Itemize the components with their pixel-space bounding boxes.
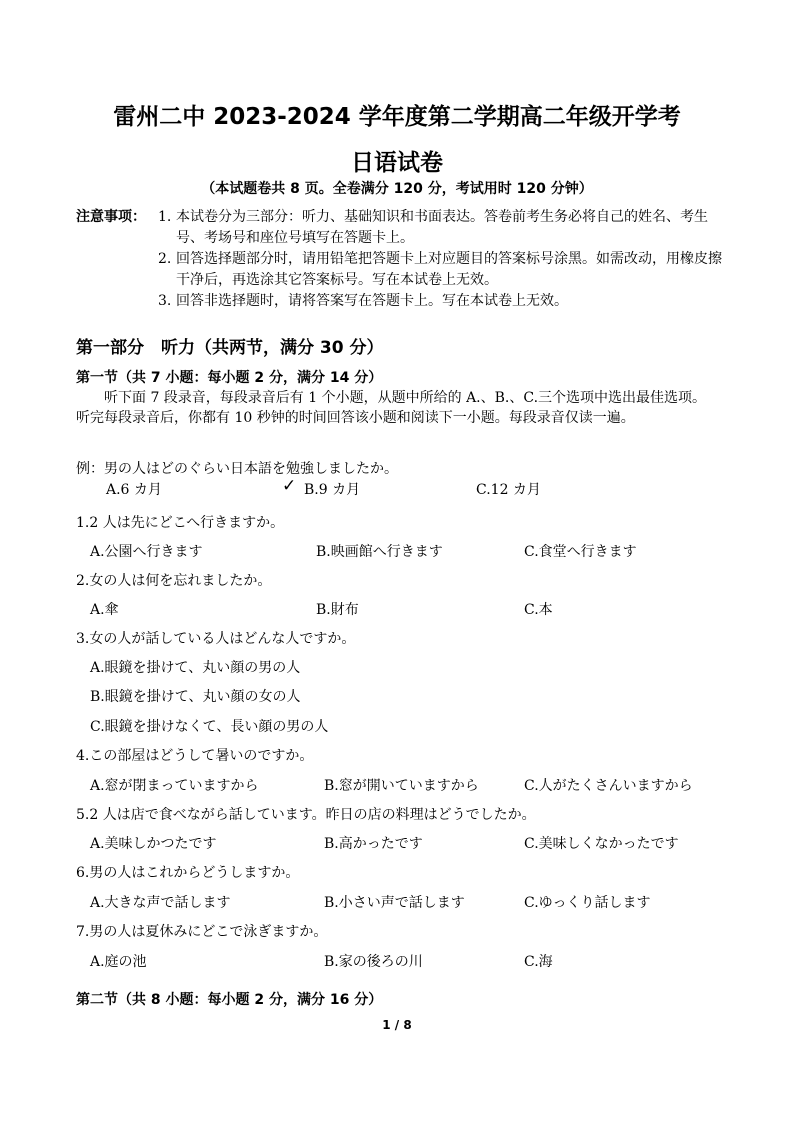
notice-item xyxy=(158,249,728,291)
q1-option-b: B.映画館へ行きます xyxy=(316,544,443,560)
q4-option-a: A.窓が閉まっていますから xyxy=(90,778,259,794)
q5-option-a: A.美味しかつたです xyxy=(90,836,217,852)
q7-option-c: C.海 xyxy=(524,954,553,970)
notice-item xyxy=(158,207,728,249)
question-2: 2.女の人は何を忘れましたか。 xyxy=(76,573,272,589)
section1-instructions: 听下面 7 段录音，每段录音后有 1 个小题，从题中所给的 A.、B.、C.三个选项中选出最佳选项。听完每段录音后，你都有 10 秒钟的时间回答该小题和阅读下一小题。每段录音仅读一遍。 xyxy=(76,390,707,426)
notice-item-text: 回答选择题部分时，请用铅笔把答题卡上对应题目的答案标号涂黑。如需改动，用橡皮擦干净后，再选涂其它答案标号。写在本试卷上无效。 xyxy=(176,251,722,288)
q7-option-b: B.家の後ろの川 xyxy=(324,954,423,970)
question-7: 7.男の人は夏休みにどこで泳ぎますか。 xyxy=(76,924,328,940)
notice-item-number: 2. xyxy=(158,251,172,267)
q1-option-c: C.食堂へ行きます xyxy=(524,544,637,560)
q7-option-a: A.庭の池 xyxy=(90,954,147,970)
q6-option-c: C.ゆっくり話します xyxy=(524,895,651,911)
q5-option-b: B.高かったです xyxy=(324,836,423,852)
q6-option-b: B.小さい声で話します xyxy=(324,895,465,911)
page-number: 1 / 8 xyxy=(382,1018,412,1032)
notice-item-number: 1. xyxy=(158,209,172,225)
question-3: 3.女の人が話している人はどんな人ですか。 xyxy=(76,631,356,647)
q4-option-b: B.窓が開いていますから xyxy=(324,778,479,794)
exam-title: 雷州二中 2023-2024 学年度第二学期高二年级开学考 xyxy=(113,104,681,130)
question-4: 4.この部屋はどうして暑いのですか。 xyxy=(76,748,314,764)
exam-subject: 日语试卷 xyxy=(351,150,443,176)
notice-item-text: 本试卷分为三部分：听力、基础知识和书面表达。答卷前考生务必将自己的姓名、考生号、考场号和座位号填写在答题卡上。 xyxy=(176,209,708,246)
q3-option-a: A.眼鏡を掛けて、丸い顔の男の人 xyxy=(90,660,301,676)
notice-item xyxy=(158,291,728,312)
question-5: 5.2 人は店で食べながら話しています。昨日の店の料理はどうでしたか。 xyxy=(76,807,536,823)
example-option-b: B.9 カ月 xyxy=(304,482,361,498)
notice-list xyxy=(158,207,728,312)
q1-option-a: A.公園へ行きます xyxy=(90,544,203,560)
question-1: 1.2 人は先にどこへ行きますか。 xyxy=(76,515,285,531)
notice-label: 注意事项： xyxy=(76,209,146,225)
notice-item-number: 3. xyxy=(158,293,172,309)
q6-option-a: A.大きな声で話します xyxy=(90,895,231,911)
check-mark-icon: ✓ xyxy=(282,476,297,496)
q2-option-c: C.本 xyxy=(524,602,553,618)
notice-item-text: 回答非选择题时，请将答案写在答题卡上。写在本试卷上无效。 xyxy=(176,293,568,309)
example-option-c: C.12 カ月 xyxy=(476,482,541,498)
part1-heading: 第一部分 听力（共两节，满分 30 分） xyxy=(76,338,384,358)
q2-option-b: B.財布 xyxy=(316,602,359,618)
exam-subtitle: （本试题卷共 8 页。全卷满分 120 分，考试用时 120 分钟） xyxy=(201,181,593,197)
section2-heading: 第二节（共 8 小题：每小题 2 分，满分 16 分） xyxy=(76,992,383,1008)
q2-option-a: A.傘 xyxy=(90,602,119,618)
question-6: 6.男の人はこれからどうしますか。 xyxy=(76,865,300,881)
q3-option-c: C.眼鏡を掛けなくて、長い顔の男の人 xyxy=(90,719,329,735)
q5-option-c: C.美味しくなかったです xyxy=(524,836,679,852)
section1-heading: 第一节（共 7 小题：每小题 2 分，满分 14 分） xyxy=(76,370,383,386)
example-option-a: A.6 カ月 xyxy=(106,482,162,498)
example-question: 例：男の人はどのぐらい日本語を勉強しましたか。 xyxy=(76,461,398,477)
q4-option-c: C.人がたくさんいますから xyxy=(524,778,693,794)
q3-option-b: B.眼鏡を掛けて、丸い顔の女の人 xyxy=(90,689,301,705)
